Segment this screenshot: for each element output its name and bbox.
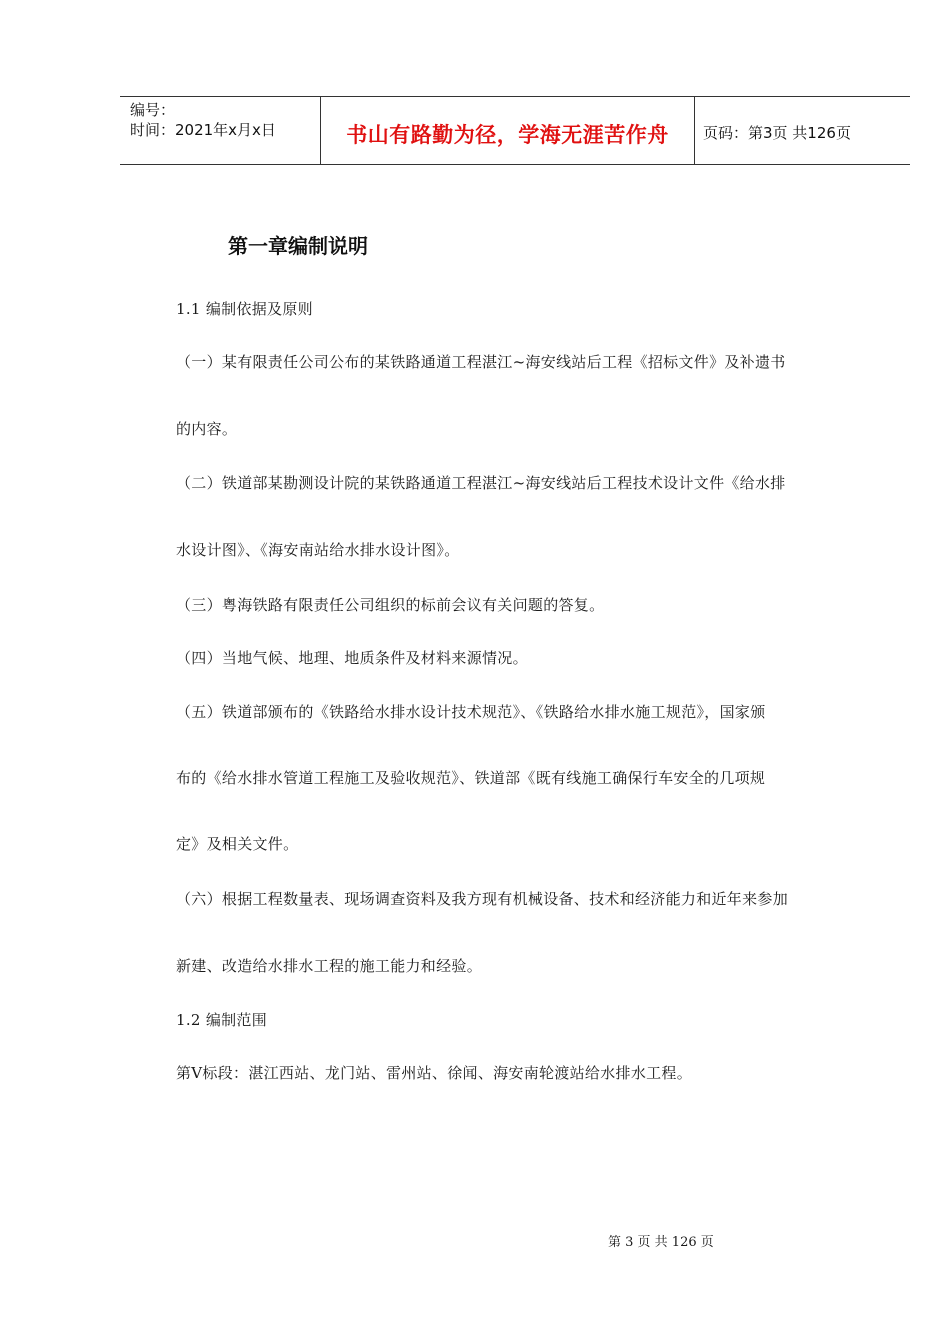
paragraph-line: （一）某有限责任公司公布的某铁路通道工程湛江~海安线站后工程《招标文件》及补遗书 <box>176 353 786 371</box>
motto-text: 书山有路勤为径，学海无涯苦作舟 <box>346 123 669 147</box>
paragraph-line: （六）根据工程数量表、现场调查资料及我方现有机械设备、技术和经济能力和近年来参加 <box>176 890 789 908</box>
header-page-cell <box>695 97 910 164</box>
time-label: 时间：2021年x月x日 <box>130 121 276 139</box>
paragraph-line: （三）粤海铁路有限责任公司组织的标前会议有关问题的答复。 <box>176 596 605 614</box>
paragraph-line: 的内容。 <box>176 420 238 438</box>
paragraph-line: （五）铁道部颁布的《铁路给水排水设计技术规范》、《铁路给水排水施工规范》，国家颁 <box>176 703 766 721</box>
page-code: 页码：第3页 共126页 <box>703 124 851 142</box>
paragraph-line: 水设计图》、《海安南站给水排水设计图》。 <box>176 541 460 559</box>
paragraph-line: 第Ⅴ标段：湛江西站、龙门站、雷州站、徐闻、海安南轮渡站给水排水工程。 <box>176 1064 693 1082</box>
header-motto-cell <box>321 97 695 164</box>
paragraph-line: （四）当地气候、地理、地质条件及材料来源情况。 <box>176 649 528 667</box>
chapter-title: 第一章编制说明 <box>228 234 368 258</box>
section-heading: 1.2 编制范围 <box>176 1011 268 1029</box>
page-footer: 第 3 页 共 126 页 <box>608 1235 714 1250</box>
paragraph-line: （二）铁道部某勘测设计院的某铁路通道工程湛江~海安线站后工程技术设计文件《给水排 <box>176 474 786 492</box>
document-header <box>120 96 910 165</box>
paragraph-line: 新建、改造给水排水工程的施工能力和经验。 <box>176 957 483 975</box>
header-meta-cell <box>120 97 321 164</box>
number-label: 编号： <box>130 101 176 119</box>
paragraph-line: 定》及相关文件。 <box>176 835 299 853</box>
paragraph-line: 布的《给水排水管道工程施工及验收规范》、铁道部《既有线施工确保行车安全的几项规 <box>176 769 766 787</box>
section-heading: 1.1 编制依据及原则 <box>176 300 313 318</box>
